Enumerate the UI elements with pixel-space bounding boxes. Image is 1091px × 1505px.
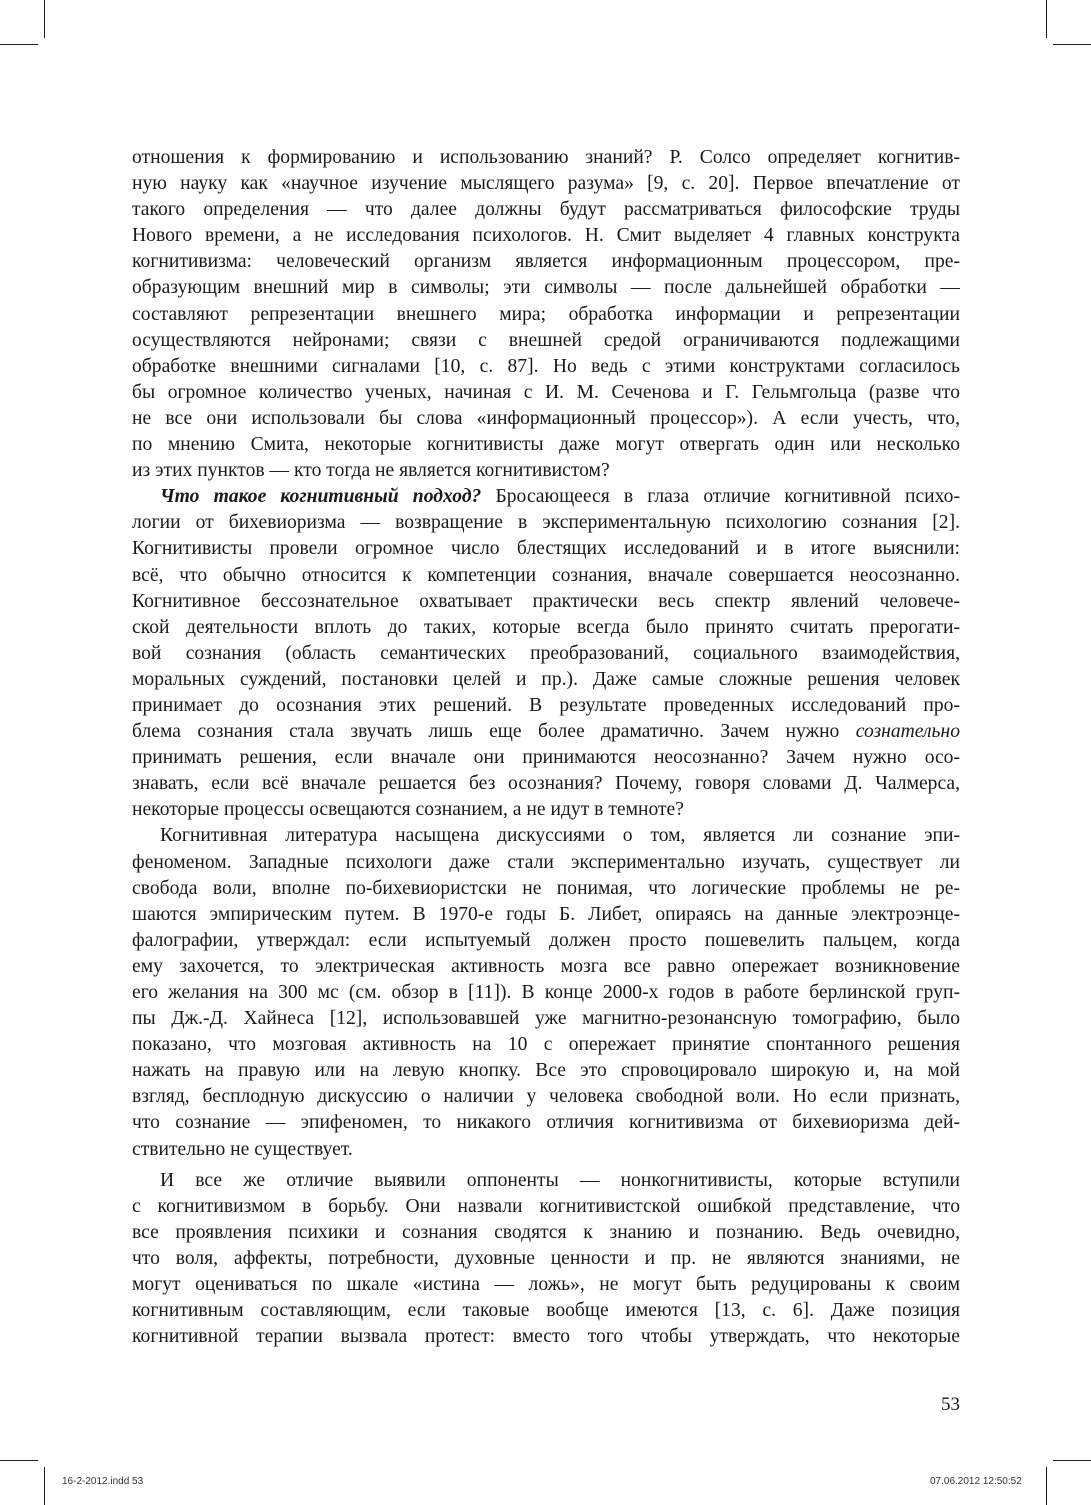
body-line: бы огромное количество ученых, начиная с И. М. Сеченова и Г. Гельмгольца (разве что <box>132 381 960 403</box>
body-line: ную науку как «научное изучение мыслящего разума» [9, с. 20]. Первое впечатление от <box>132 173 960 195</box>
body-line: отношения к формированию и использованию знаний? Р. Солсо определяет когнитив- <box>132 147 960 168</box>
body-line: образующим внешний мир в символы; эти символы — после дальнейшей обработки — <box>132 277 960 299</box>
body-line: могут оцениваться по шкале «истина — ложь», не могут быть редуцированы к своим <box>132 1274 960 1296</box>
print-slug-timestamp: 07.06.2012 12:50:52 <box>930 1476 1022 1487</box>
body-line: осуществляются нейронами; связи с внешней средой ограничиваются подлежащими <box>132 329 960 351</box>
body-line: знавать, если всё вначале решается без осознания? Почему, говоря словами Д. Чалмерса, <box>132 773 960 795</box>
body-line: фалографии, утверждал: если испытуемый должен просто пошевелить пальцем, когда <box>132 929 960 951</box>
emphasis-text: сознательно <box>855 721 960 743</box>
body-line: ской деятельности вплоть до таких, которые всегда было принято считать прерогати- <box>132 616 960 638</box>
body-text: Бросающееся в глаза отличие когнитивной психо- <box>481 486 960 508</box>
body-line: шаются эмпирическим путем. В 1970-е годы Б. Либет, опираясь на данные электроэнце- <box>132 903 960 925</box>
crop-mark-bottom-left-v <box>44 1467 45 1505</box>
body-line <box>132 719 960 745</box>
body-line: ствительно не существует. <box>132 1138 353 1160</box>
body-line: все проявления психики и сознания сводятся к знанию и познанию. Ведь очевидно, <box>132 1221 960 1243</box>
body-text: блема сознания стала звучать лишь еще более драматично. Зачем нужно <box>132 721 856 743</box>
crop-mark-top-left-v <box>44 0 45 38</box>
body-line: принимает до осознания этих решений. В результате проведенных исследований про- <box>132 694 960 716</box>
page-number: 53 <box>941 1394 960 1415</box>
crop-mark-bottom-left-h <box>0 1460 38 1461</box>
body-line: Когнитивисты провели огромное число блестящих исследований и в итоге выяснили: <box>132 538 960 560</box>
page-body <box>132 145 960 1350</box>
body-line: составляют репрезентации внешнего мира; обработка информации и репрезентации <box>132 303 960 325</box>
body-line: моральных суждений, постановки целей и пр.). Даже самые сложные решения человек <box>132 668 960 690</box>
body-line: И все же отличие выявили оппоненты — нонкогнитивисты, которые вступили <box>160 1169 960 1191</box>
body-line: пы Дж.-Д. Хайнеса [12], использовавшей уже магнитно-резонансную томографию, было <box>132 1008 960 1030</box>
crop-mark-top-right-v <box>1046 0 1047 38</box>
paragraph-heading-line <box>132 484 960 510</box>
body-line: не все они использовали бы слова «информационный процессор»). А если учесть, что, <box>132 407 960 429</box>
body-line: из этих пунктов — кто тогда не является когнитивистом? <box>132 460 610 482</box>
print-slug-file: 16-2-2012.indd 53 <box>62 1476 144 1487</box>
body-line: Когнитивная литература насыщена дискуссиями о том, является ли сознание эпи- <box>160 825 960 847</box>
body-line: когнитивным составляющим, если таковые вообще имеются [13, с. 6]. Даже позиция <box>132 1300 960 1322</box>
body-line: такого определения — что далее должны будут рассматриваться философские труды <box>132 199 960 221</box>
body-line: всё, что обычно относится к компетенции сознания, вначале совершается неосознанно. <box>132 564 960 586</box>
crop-mark-bottom-right-v <box>1046 1467 1047 1505</box>
body-line: по мнению Смита, некоторые когнитивисты даже могут отвергать один или несколько <box>132 434 960 456</box>
body-line: феноменом. Западные психологи даже стали экспериментально изучать, существует ли <box>132 851 960 873</box>
body-line: ему захочется, то электрическая активность мозга все равно опережает возникновение <box>132 955 960 977</box>
body-line: взгляд, бесплодную дискуссию о наличии у человека свободной воли. Но если признать, <box>132 1086 960 1108</box>
section-run-in-heading: Что такое когнитивный подход? <box>160 486 482 508</box>
body-line: принимать решения, если вначале они принимаются неосознанно? Зачем нужно осо- <box>132 747 960 769</box>
body-line: когнитивной терапии вызвала протест: вместо того чтобы утверждать, что некоторые <box>132 1326 960 1348</box>
body-line: Нового времени, а не исследования психологов. Н. Смит выделяет 4 главных конструкта <box>132 225 960 247</box>
crop-mark-bottom-right-h <box>1053 1460 1091 1461</box>
body-line: когнитивизма: человеческий организм является информационным процессором, пре- <box>132 251 960 273</box>
body-line: некоторые процессы освещаются сознанием, а не идут в темноте? <box>132 799 684 821</box>
body-line: свобода воли, вполне по-бихевиористски не понимая, что логические проблемы не ре- <box>132 877 960 899</box>
body-line: Когнитивное бессознательное охватывает практически весь спектр явлений человече- <box>132 590 960 612</box>
body-line: что воля, аффекты, потребности, духовные ценности и пр. не являются знаниями, не <box>132 1247 960 1269</box>
body-line: его желания на 300 мс (см. обзор в [11]). В конце 2000-х годов в работе берлинской груп- <box>132 982 960 1003</box>
body-line: с когнитивизмом в борьбу. Они назвали когнитивистской ошибкой представление, что <box>132 1195 960 1217</box>
crop-mark-top-left-h <box>0 44 38 45</box>
body-line: нажать на правую или на левую кнопку. Все это спровоцировало широкую и, на мой <box>132 1060 960 1082</box>
body-line: показано, что мозговая активность на 10 с опережает принятие спонтанного решения <box>132 1034 960 1056</box>
body-line: вой сознания (область семантических преобразований, социального взаимодействия, <box>132 642 960 664</box>
body-line: логии от бихевиоризма — возвращение в экспериментальную психологию сознания [2]. <box>132 512 960 534</box>
body-line: обработке внешними сигналами [10, с. 87]. Но ведь с этими конструктами согласилось <box>132 355 960 377</box>
crop-mark-top-right-h <box>1053 44 1091 45</box>
body-line: что сознание — эпифеномен, то никакого отличия когнитивизма от бихевиоризма дей- <box>132 1112 960 1134</box>
